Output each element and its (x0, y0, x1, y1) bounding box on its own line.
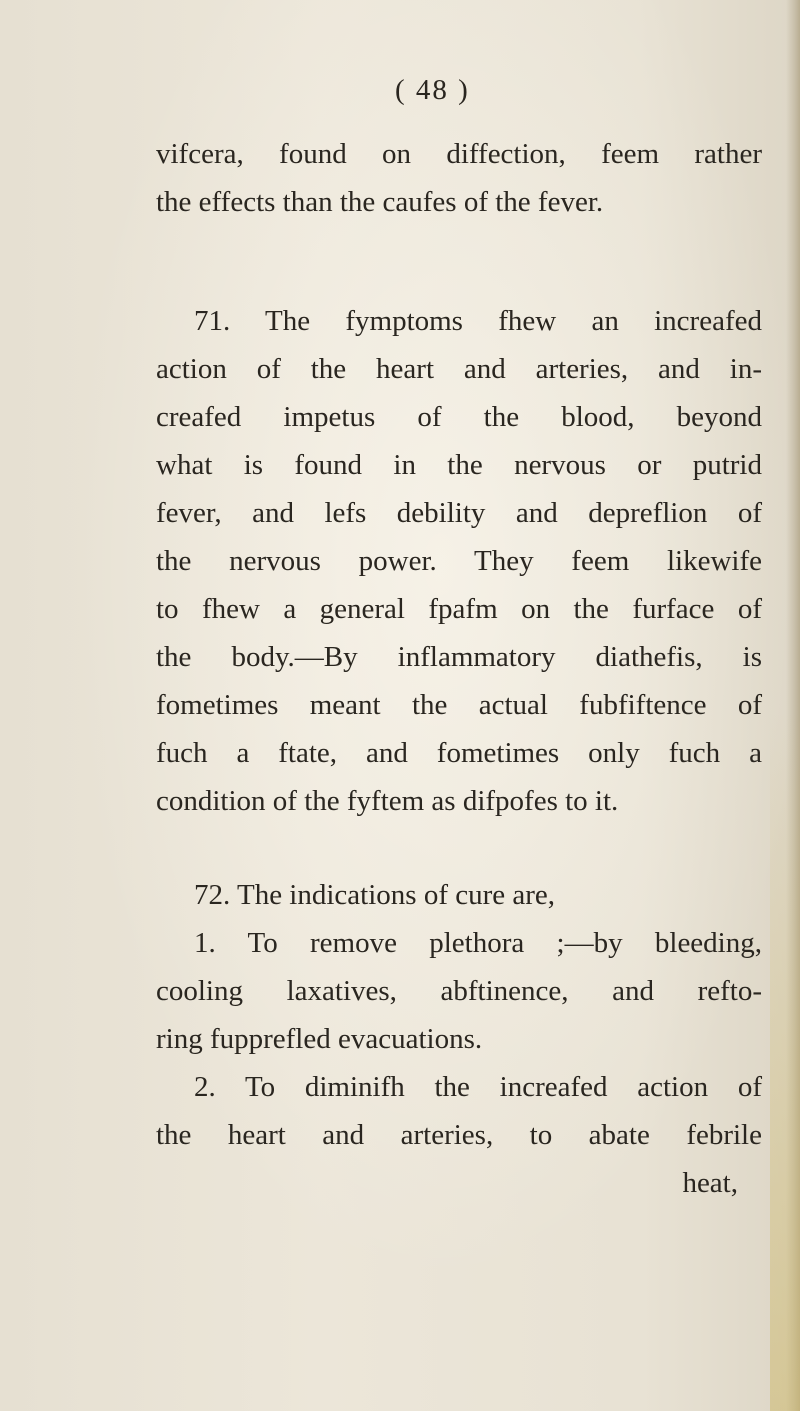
text-line: condition of the fyftem as difpofes to it. (156, 785, 619, 817)
text-line: fuch a ftate, and fometimes only fuch a (156, 737, 762, 769)
text-line: the heart and arteries, to abate febrile (156, 1119, 762, 1151)
text-line: 71. The fymptoms fhew an increafed (194, 305, 762, 337)
catchword: heat, (682, 1167, 738, 1199)
text-line: fever, and lefs debility and depreflion of (156, 497, 762, 529)
text-line: what is found in the nervous or putrid (156, 449, 762, 481)
text-line: the body.—By inflammatory diathefis, is (156, 641, 762, 673)
text-line: creafed impetus of the blood, beyond (156, 401, 762, 433)
text-line: action of the heart and arteries, and in- (156, 353, 762, 385)
text-line: to fhew a general fpafm on the furface of (156, 593, 762, 625)
text-line: fometimes meant the actual fubfiftence of (156, 689, 762, 721)
page-number-header: ( 48 ) (395, 74, 470, 106)
text-line: 72. The indications of cure are, (194, 879, 556, 911)
text-line: 1. To remove plethora ;—by bleeding, (194, 927, 762, 959)
page-stain (770, 711, 800, 1411)
text-line: 2. To diminifh the increafed action of (194, 1071, 762, 1103)
text-line: the nervous power. They feem likewife (156, 545, 762, 577)
text-line: cooling laxatives, abftinence, and refto- (156, 975, 762, 1007)
text-line: the effects than the caufes of the fever. (156, 186, 604, 218)
text-line: ring fupprefled evacuations. (156, 1023, 483, 1055)
text-line: vifcera, found on diffection, feem rather (156, 138, 762, 170)
